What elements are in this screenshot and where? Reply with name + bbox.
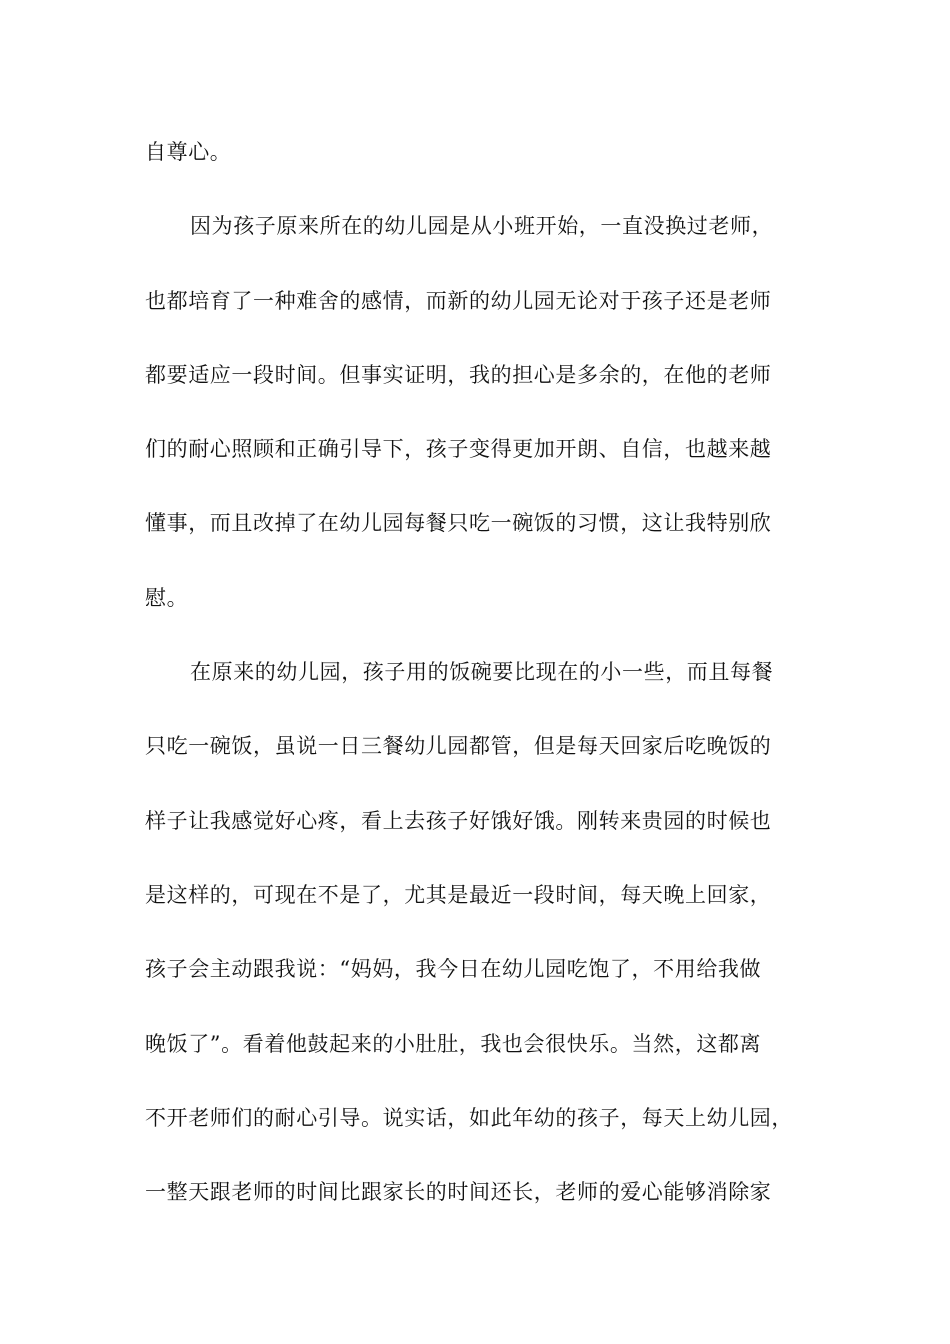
text-line: 孩子会主动跟我说：“妈妈，我今日在幼儿园吃饱了，不用给我做 (145, 957, 762, 981)
text-line: 一整天跟老师的时间比跟家长的时间还长，老师的爱心能够消除家 (145, 1180, 772, 1204)
text-line: 慰。 (145, 586, 189, 610)
paragraph-start-line: 在原来的幼儿园，孩子用的饭碗要比现在的小一些，而且每餐 (190, 660, 774, 684)
text-line: 懂事，而且改掉了在幼儿园每餐只吃一碗饭的习惯，这让我特别欣 (145, 511, 772, 535)
text-line: 是这样的，可现在不是了，尤其是最近一段时间，每天晚上回家， (145, 883, 772, 907)
text-line: 不开老师们的耐心引导。说实话，如此年幼的孩子，每天上幼儿园， (145, 1106, 793, 1130)
text-line: 自尊心。 (145, 140, 232, 164)
text-line: 晚饭了”。看着他鼓起来的小肚肚，我也会很快乐。当然，这都离 (145, 1032, 762, 1056)
text-line: 都要适应一段时间。但事实证明，我的担心是多余的，在他的老师 (145, 363, 772, 387)
text-line: 也都培育了一种难舍的感情，而新的幼儿园无论对于孩子还是老师 (145, 289, 772, 313)
text-line: 样子让我感觉好心疼，看上去孩子好饿好饿。刚转来贵园的时候也 (145, 809, 772, 833)
paragraph-start-line: 因为孩子原来所在的幼儿园是从小班开始，一直没换过老师， (190, 214, 774, 238)
text-line: 们的耐心照顾和正确引导下，孩子变得更加开朗、自信，也越来越 (145, 437, 772, 461)
text-line: 只吃一碗饭，虽说一日三餐幼儿园都管，但是每天回家后吃晚饭的 (145, 734, 772, 758)
